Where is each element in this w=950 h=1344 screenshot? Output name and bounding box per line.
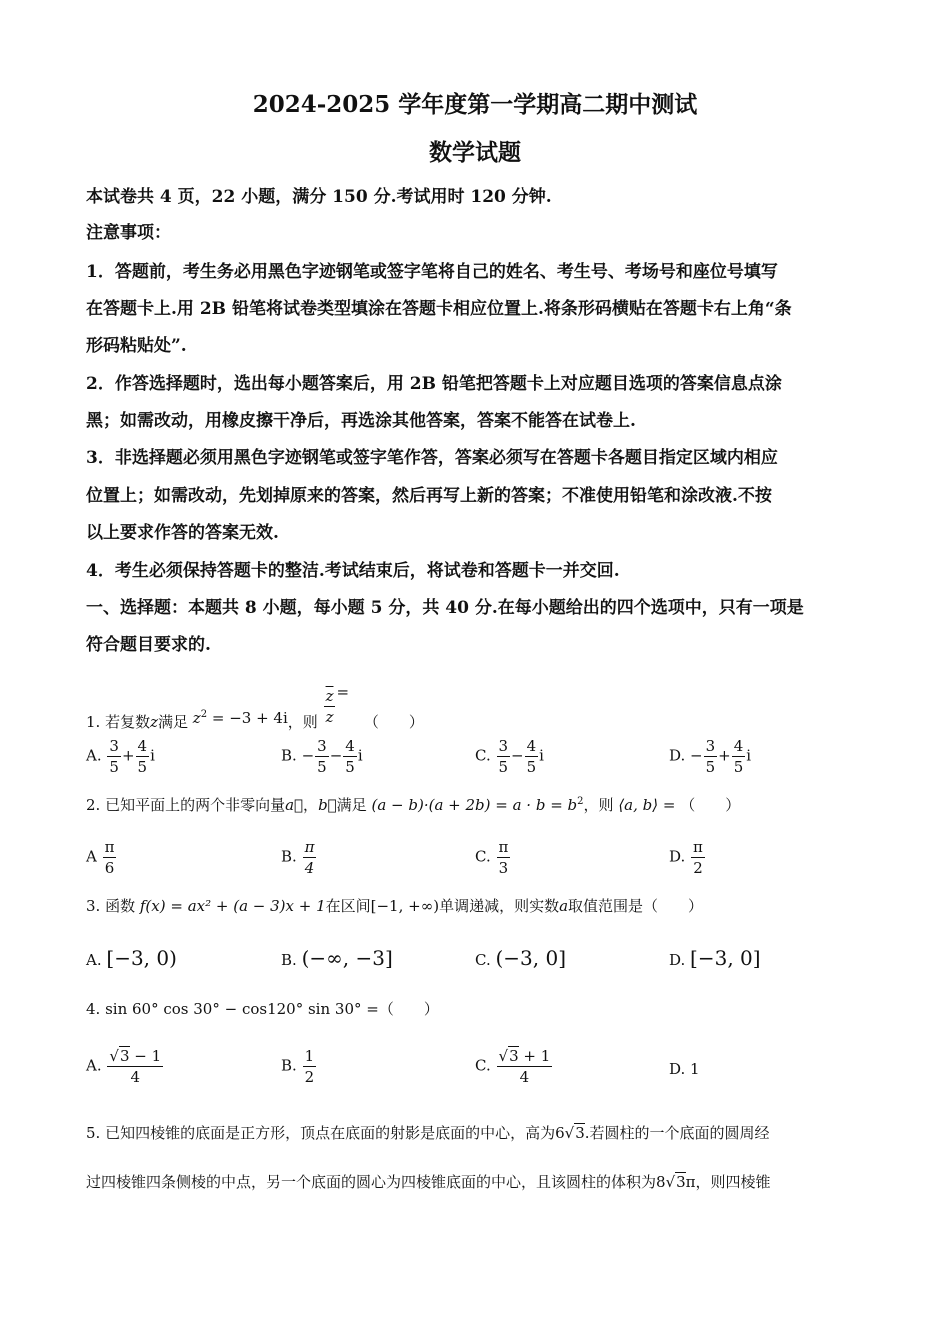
exam-title: 2024-2025 学年度第一学期高二期中测试 [252, 91, 698, 118]
section-heading: 符合题目要求的. [86, 635, 211, 655]
q2-option-d: D. $\frac{\pi}{2}$ [669, 838, 703, 877]
q3-option-c: C. (−3, 0] [475, 946, 567, 970]
q1-option-b: B. − $\frac{3}{5}$ − $\frac{4}{5}$ i [281, 737, 363, 776]
notice-line: 2．作答选择题时，选出每小题答案后，用 2B 铅笔把答题卡上对应题目选项的答案信息点涂 [86, 374, 782, 394]
question-2-stem: 2. 已知平面上的两个非零向量a⃗，b⃗满足 $(a - b)\cdot(a + 2b) = a \cdot b = b^2$，则 ⟨a, b⟩ = （ ） [86, 796, 741, 814]
notice-line: 以上要求作答的答案无效. [86, 523, 279, 543]
question-5-line-1: 5. 已知四棱锥的底面是正方形，顶点在底面的射影是底面的中心，高为6√3.若圆柱的一个底面的圆周经 [86, 1124, 770, 1142]
q1-option-c: C. $\frac{3}{5}$ − $\frac{4}{5}$ i [475, 737, 544, 776]
notice-line: 黑；如需改动，用橡皮擦干净后，再选涂其他答案，答案不能答在试卷上. [86, 411, 636, 431]
vector-angle: ⟨a, b⟩ [618, 796, 659, 814]
z-conjugate-over-z: $\frac{\overline{z}}{z}$ [325, 687, 334, 726]
q1-option-a: A. $\frac{3}{5}$ + $\frac{4}{5}$ i [86, 737, 155, 776]
q3-option-a: A. [−3, 0) [86, 946, 177, 970]
section-heading: 一、选择题：本题共 8 小题，每小题 5 分，共 40 分.在每小题给出的四个选项中，只有一项是 [86, 598, 804, 618]
notice-line: 4．考生必须保持答题卡的整洁.考试结束后，将试卷和答题卡一并交回. [86, 561, 620, 581]
notice-line: 3．非选择题必须用黑色字迹钢笔或签字笔作答，答案必须写在答题卡各题目指定区域内相应 [86, 448, 778, 468]
question-1-stem: 1. 若复数z满足 $z^2 = -3 + 4i$，则 $\frac{\overline{z}}{z}$ = （ ） [86, 682, 424, 731]
notice-line: 位置上；如需改动，先划掉原来的答案，然后再写上新的答案；不准使用铅笔和涂改液.不按 [86, 486, 772, 506]
vector-equation: (a − b)·(a + 2b) = a · b = b [371, 796, 578, 814]
q1-option-d: D. − $\frac{3}{5}$ + $\frac{4}{5}$ i [669, 737, 752, 776]
notice-heading: 注意事项： [86, 223, 171, 243]
q3-option-d: D. [−3, 0] [669, 946, 761, 970]
question-3-stem: 3. 函数 f(x) = ax² + (a − 3)x + 1在区间[−1, +∞)单调递减，则实数a取值范围是（ ） [86, 897, 704, 915]
question-4-stem: 4. sin 60° cos 30° − cos120° sin 30° =（ ） [86, 1000, 439, 1018]
q4-option-b: B. $\frac{1}{2}$ [281, 1047, 315, 1086]
interval: [−1, +∞) [370, 897, 440, 915]
question-5-line-2: 过四棱锥四条侧棱的中点，另一个底面的圆心为四棱锥底面的中心，且该圆柱的体积为8√3π，则四棱锥 [86, 1173, 771, 1191]
q2-option-c: C. $\frac{\pi}{3}$ [475, 838, 509, 877]
q2-option-b: B. $\frac{\pi}{4}$ [281, 838, 315, 877]
q4-option-d: D. 1 [669, 1060, 700, 1078]
q4-option-c: C. $\frac{√3 + 1}{4}$ [475, 1047, 551, 1086]
exam-subtitle: 数学试题 [429, 139, 521, 166]
q2-option-a: A $\frac{\pi}{6}$ [86, 838, 115, 877]
notice-line: 在答题卡上.用 2B 铅笔将试卷类型填涂在答题卡相应位置上.将条形码横贴在答题卡右上角“条 [86, 299, 792, 319]
notice-line: 1．答题前，考生务必用黑色字迹钢笔或签字笔将自己的姓名、考生号、考场号和座位号填写 [86, 262, 778, 282]
function-expression: f(x) = ax² + (a − 3)x + 1 [139, 897, 326, 915]
notice-line: 形码粘贴处”. [86, 336, 187, 356]
exam-summary: 本试卷共 4 页，22 小题，满分 150 分.考试用时 120 分钟. [86, 187, 552, 207]
q4-option-a: A. $\frac{√3 - 1}{4}$ [86, 1047, 162, 1086]
q3-option-b: B. (−∞, −3] [281, 946, 393, 970]
